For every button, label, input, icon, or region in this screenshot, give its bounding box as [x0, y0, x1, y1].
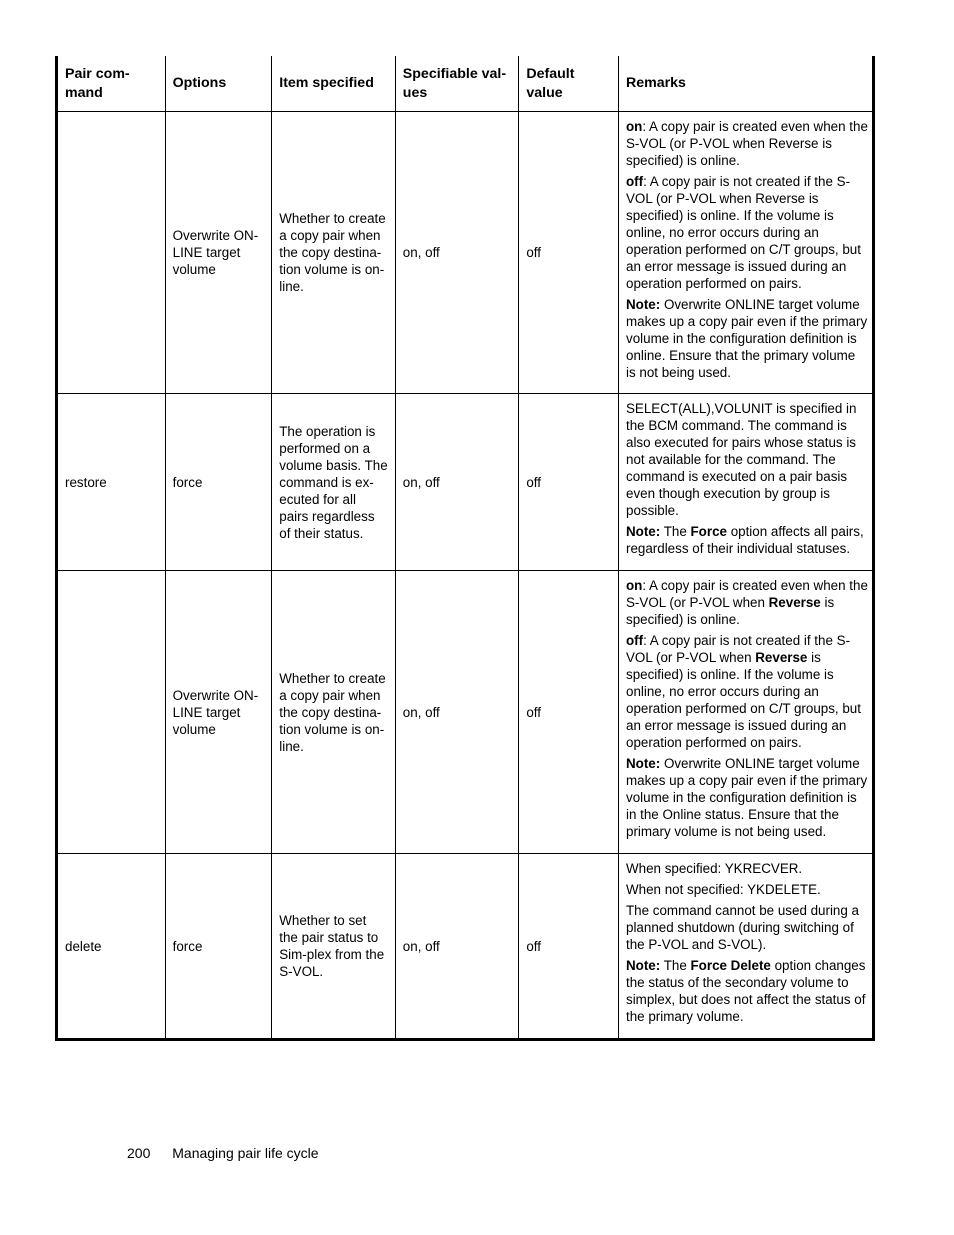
remark-bold-text: Note: — [626, 958, 661, 973]
options-cell: force — [166, 854, 273, 1038]
remark-text: The command cannot be used during a planned shutdown (during switching of the P-VOL and S-VOL). — [626, 903, 859, 952]
item-cell: Whether to set the pair status to Sim-plex from the S-VOL. — [272, 854, 396, 1038]
remark-bold-text: on — [626, 119, 643, 134]
remarks-cell — [619, 571, 872, 853]
remark-text: Overwrite ONLINE target volume makes up a copy pair even if the primary volume in the configuration definition is in the Online status. Ensure that the primary volume is not being used. — [626, 756, 868, 839]
table-row — [58, 571, 872, 854]
section-title: Managing pair life cycle — [172, 1145, 319, 1161]
header-pair-command: Pair com- mand — [58, 56, 166, 111]
remark-paragraph — [626, 755, 868, 840]
options-cell: Overwrite ON-LINE target volume — [166, 571, 273, 853]
table-row — [58, 854, 872, 1038]
item-cell: Whether to create a copy pair when the copy destina-tion volume is on-line. — [272, 571, 396, 853]
remark-text: : A copy pair is not created if the S-VOL (or P-VOL when Reverse is specified) is online. If the volume is online, no error occurs during an operation performed on C/T groups, but an error message is issued during an operation performed on pairs. — [626, 174, 861, 291]
remark-paragraph — [626, 902, 868, 953]
pair-command-cell: restore — [58, 394, 166, 570]
remark-bold-text: Force Delete — [690, 958, 771, 973]
remark-paragraph — [626, 296, 868, 381]
remark-text: The — [660, 524, 691, 539]
values-cell: on, off — [396, 571, 520, 853]
remarks-cell — [619, 854, 872, 1038]
remark-bold-text: off — [626, 633, 644, 648]
page-number: 200 — [127, 1145, 151, 1161]
remark-text: : A copy pair is created even when the S-VOL (or P-VOL when Reverse is specified) is online. — [626, 119, 868, 168]
remark-paragraph — [626, 957, 868, 1025]
remark-bold-text: Note: — [626, 756, 661, 771]
options-cell: force — [166, 394, 273, 570]
default-cell: off — [519, 571, 619, 853]
default-cell: off — [519, 394, 619, 570]
default-cell: off — [519, 112, 619, 393]
remark-bold-text: Force — [690, 524, 727, 539]
remark-text: When specified: YKRECVER. — [626, 861, 803, 876]
remark-paragraph — [626, 400, 868, 519]
remark-bold-text: off — [626, 174, 644, 189]
table-row — [58, 112, 872, 394]
remark-text: : A copy pair is created even when the S-VOL (or P-VOL when — [626, 578, 868, 610]
remark-text: option affects all pairs, regardless of their individual statuses. — [626, 524, 864, 556]
header-remarks: Remarks — [626, 75, 686, 91]
values-cell: on, off — [396, 854, 520, 1038]
remark-text: : A copy pair is not created if the S-VOL (or P-VOL when — [626, 633, 851, 665]
default-cell: off — [519, 854, 619, 1038]
parameter-table — [55, 56, 875, 1041]
item-cell: Whether to create a copy pair when the copy destina-tion volume is on-line. — [272, 112, 396, 393]
values-cell: on, off — [396, 112, 520, 393]
remark-paragraph — [626, 881, 868, 898]
remark-paragraph — [626, 577, 868, 628]
remarks-cell — [619, 112, 872, 393]
remark-bold-text: Reverse — [768, 595, 821, 610]
remark-paragraph — [626, 118, 868, 169]
remarks-cell — [619, 394, 872, 570]
pair-command-cell: delete — [58, 854, 166, 1038]
options-cell: Overwrite ON-LINE target volume — [166, 112, 273, 393]
remark-text: When not specified: YKDELETE. — [626, 882, 821, 897]
remark-text: SELECT(ALL),VOLUNIT is specified in the BCM command. The command is also executed for pairs whose status is not available for the command. The command is executed on a pair basis even though execution by group is possible. — [626, 401, 857, 518]
remark-bold-text: on — [626, 578, 643, 593]
header-specifiable-values: Specifiable val- ues — [396, 56, 520, 111]
page-footer — [127, 1145, 319, 1161]
remark-paragraph — [626, 523, 868, 557]
pair-command-cell — [58, 112, 166, 393]
pair-command-cell — [58, 571, 166, 853]
remark-bold-text: Note: — [626, 297, 661, 312]
remark-bold-text: Reverse — [755, 650, 808, 665]
table-row — [58, 394, 872, 571]
header-item-specified: Item specified — [272, 56, 396, 111]
remark-text: option changes the status of the secondary volume to simplex, but does not affect the status of the primary volume. — [626, 958, 866, 1024]
header-options: Options — [166, 56, 273, 111]
remark-paragraph — [626, 632, 868, 751]
remark-text: Overwrite ONLINE target volume makes up a copy pair even if the primary volume in the configuration definition is online. Ensure that the primary volume is not being used. — [626, 297, 868, 380]
remark-paragraph — [626, 173, 868, 292]
remark-text: The — [660, 958, 691, 973]
values-cell: on, off — [396, 394, 520, 570]
table-header — [58, 56, 872, 112]
item-cell: The operation is performed on a volume basis. The command is ex-ecuted for all pairs regardless of their status. — [272, 394, 396, 570]
remark-text: is specified) is online. If the volume is online, no error occurs during an operation performed on C/T groups, but an error message is issued during an operation performed on pairs. — [626, 650, 861, 750]
remark-text: is specified) is online. — [626, 595, 835, 627]
remark-paragraph — [626, 860, 868, 877]
header-default-value: Default value — [519, 56, 619, 111]
remark-bold-text: Note: — [626, 524, 661, 539]
